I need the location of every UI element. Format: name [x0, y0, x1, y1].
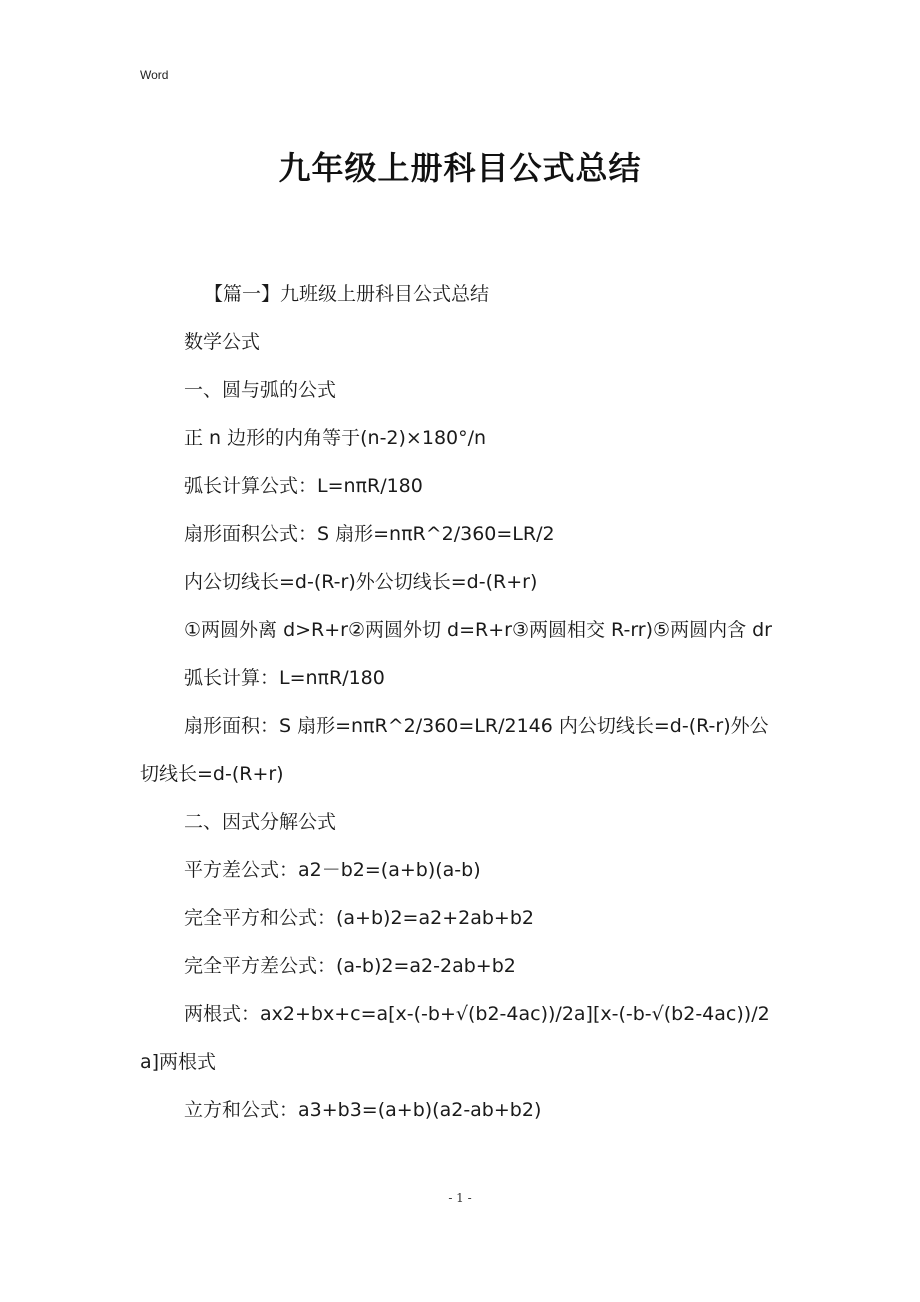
header-label: Word — [140, 68, 169, 82]
paragraph: 数学公式 — [184, 331, 261, 353]
paragraph: 完全平方差公式：(a-b)2=a2-2ab+b2 — [184, 955, 516, 977]
paragraph: 扇形面积：S 扇形=nπR^2/360=LR/2146 内公切线长=d-(R-r)外公切线长=d-(R+r) — [140, 715, 769, 785]
paragraph: 正 n 边形的内角等于(n-2)×180°/n — [184, 427, 487, 449]
paragraph: 二、因式分解公式 — [184, 811, 337, 833]
paragraph: 两根式：ax2+bx+c=a[x-(-b+√(b2-4ac))/2a][x-(-b-√(b2-4ac))/2a]两根式 — [140, 1003, 770, 1073]
document-title: 九年级上册科目公式总结 — [278, 149, 642, 187]
paragraph: ①两圆外离 d>R+r②两圆外切 d=R+r③两圆相交 R-rr)⑤两圆内含 dr — [184, 619, 772, 641]
section-heading: 【篇一】九班级上册科目公式总结 — [204, 283, 490, 305]
paragraph: 弧长计算：L=nπR/180 — [184, 667, 385, 689]
paragraph: 弧长计算公式：L=nπR/180 — [184, 475, 423, 497]
document-body — [140, 270, 784, 1134]
paragraph: 内公切线长=d-(R-r)外公切线长=d-(R+r) — [184, 571, 538, 593]
paragraph: 平方差公式：a2－b2=(a+b)(a-b) — [184, 859, 481, 881]
paragraph: 扇形面积公式：S 扇形=nπR^2/360=LR/2 — [184, 523, 555, 545]
paragraph: 立方和公式：a3+b3=(a+b)(a2-ab+b2) — [184, 1099, 542, 1121]
paragraph: 一、圆与弧的公式 — [184, 379, 337, 401]
paragraph: 完全平方和公式：(a+b)2=a2+2ab+b2 — [184, 907, 534, 929]
page-number: - 1 - — [448, 1191, 472, 1205]
